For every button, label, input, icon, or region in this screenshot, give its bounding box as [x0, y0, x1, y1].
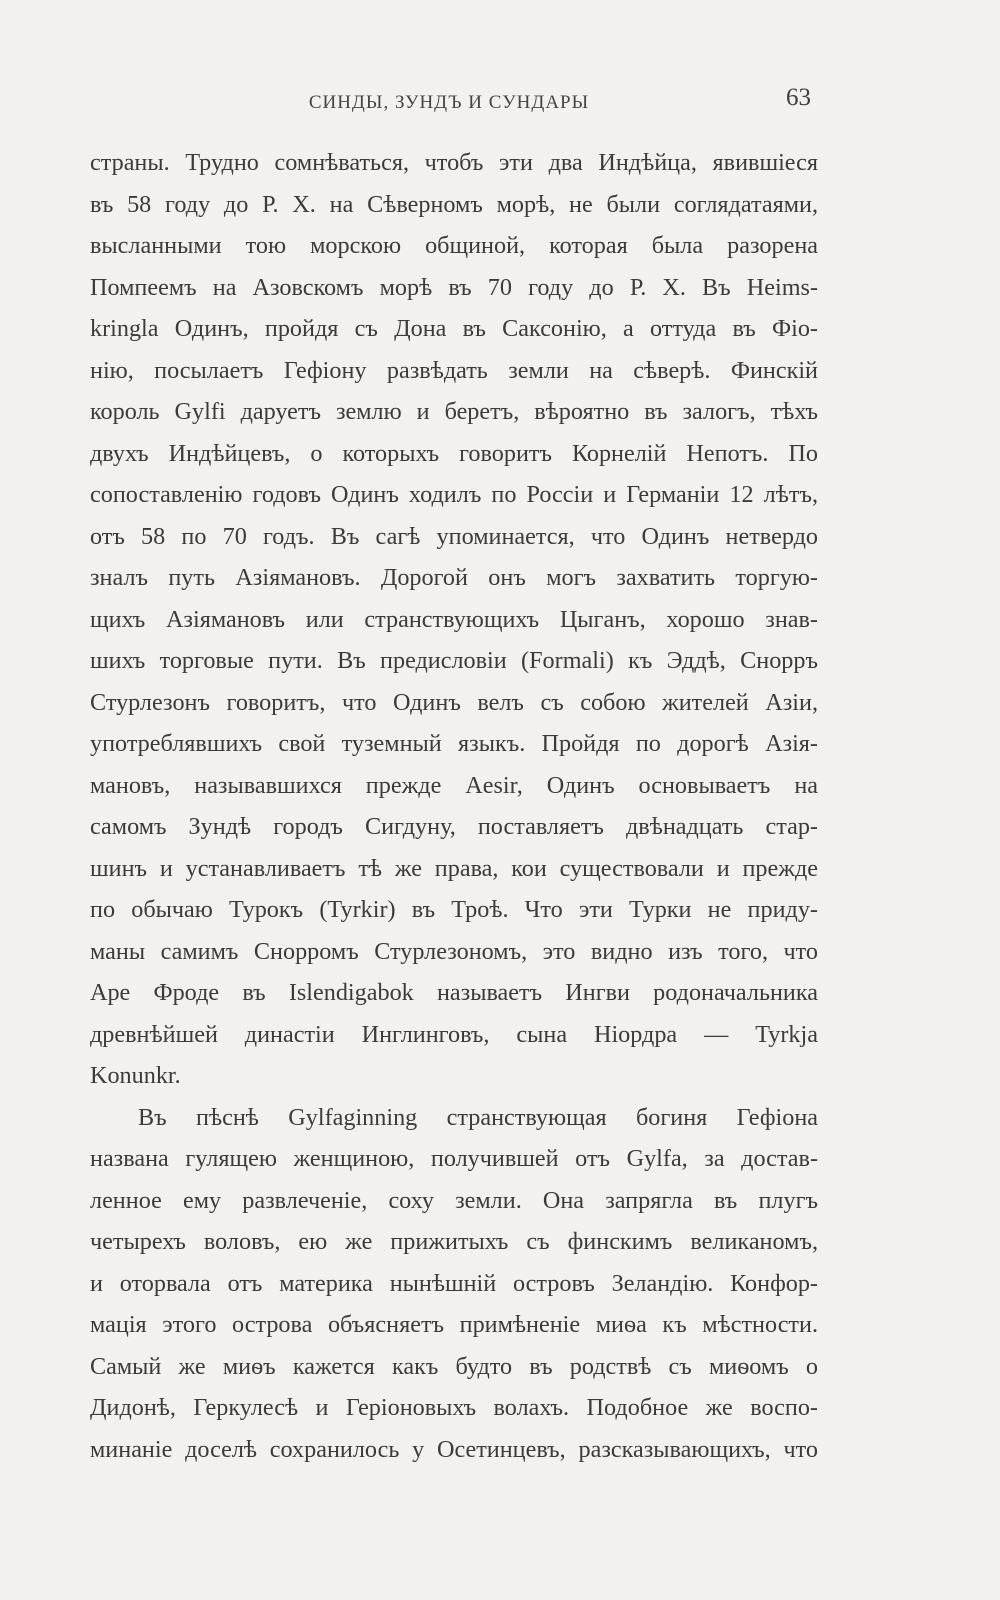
text-line: Стурлезонъ говоритъ, что Одинъ велъ съ собою жителей Азіи, [90, 688, 818, 716]
text-line: древнѣйшей династіи Инглинговъ, сына Ніордра — Tyrkja [90, 1020, 818, 1048]
text-line: нію, посылаетъ Гефіону развѣдать земли на сѣверѣ. Финскій [90, 356, 818, 384]
paragraph-1 [90, 142, 818, 1097]
text-line: Помпеемъ на Азовскомъ морѣ въ 70 году до Р. Х. Въ Heims- [90, 273, 818, 301]
text-line: минаніе доселѣ сохранилось у Осетинцевъ, разсказывающихъ, что [90, 1435, 818, 1463]
text-line: и оторвала отъ материка нынѣшній островъ Зеландію. Конфор- [90, 1269, 818, 1297]
text-line: Konunkr. [90, 1062, 181, 1089]
text-line: Самый же миѳъ кажется какъ будто въ родствѣ съ миѳомъ о [90, 1352, 818, 1380]
text-block [90, 142, 818, 1463]
text-line: сопоставленію годовъ Одинъ ходилъ по Россіи и Германіи 12 лѣтъ, [90, 481, 818, 508]
page-number: 63 [786, 84, 811, 111]
text-line: шинъ и устанавливаетъ тѣ же права, кои существовали и прежде [90, 854, 818, 882]
text-line: маны самимъ Снорромъ Стурлезономъ, это видно изъ того, что [90, 937, 818, 965]
text-line: Аре Фроде въ Islendigabok называетъ Ингви родоначальника [90, 979, 818, 1006]
text-line: мановъ, называвшихся прежде Aesir, Одинъ основываетъ на [90, 771, 818, 799]
text-line: самомъ Зундѣ городъ Сигдуну, поставляетъ двѣнадцать стар- [90, 813, 818, 840]
text-line: Дидонѣ, Геркулесѣ и Геріоновыхъ волахъ. Подобное же воспо- [90, 1394, 818, 1421]
running-title: СИНДЫ, ЗУНДЪ И СУНДАРЫ [308, 92, 590, 113]
text-line: шихъ торговые пути. Въ предисловіи (Formali) къ Эддѣ, Снорръ [90, 647, 818, 674]
text-line: отъ 58 по 70 годъ. Въ сагѣ упоминается, что Одинъ нетвердо [90, 522, 818, 550]
text-line: мація этого острова объясняетъ примѣненіе миѳа къ мѣстности. [90, 1311, 818, 1338]
text-line: двухъ Индѣйцевъ, о которыхъ говоритъ Корнелій Непотъ. По [90, 439, 818, 467]
text-line: высланными тою морскою общиной, которая была разорена [90, 232, 818, 259]
text-line: по обычаю Турокъ (Tyrkir) въ Троѣ. Что эти Турки не приду- [90, 896, 818, 923]
text-line: щихъ Азіямановъ или странствующихъ Цыганъ, хорошо знав- [90, 605, 818, 633]
text-line: страны. Трудно сомнѣваться, чтобъ эти два Индѣйца, явившіеся [90, 149, 818, 176]
text-line: король Gylfi даруетъ землю и беретъ, вѣроятно въ залогъ, тѣхъ [90, 398, 818, 425]
text-line: Въ пѣснѣ Gylfaginning странствующая богиня Гефіона [138, 1103, 818, 1131]
text-line: употреблявшихъ свой туземный языкъ. Пройдя по дорогѣ Азія- [90, 730, 818, 757]
text-line: зналъ путь Азіямановъ. Дорогой онъ могъ захватить торгую- [90, 564, 818, 591]
text-line: въ 58 году до Р. Х. на Сѣверномъ морѣ, не были соглядатаями, [90, 190, 818, 218]
text-line: четырехъ воловъ, ею же прижитыхъ съ финскимъ великаномъ, [90, 1228, 818, 1255]
text-line: ленное ему развлеченіе, соху земли. Она запрягла въ плугъ [90, 1186, 818, 1214]
text-line: названа гулящею женщиною, получившей отъ Gylfa, за достав- [90, 1145, 818, 1172]
paragraph-2 [90, 1097, 818, 1471]
text-line: kringla Одинъ, пройдя съ Дона въ Саксонію, а оттуда въ Фіо- [90, 315, 818, 342]
running-head [88, 86, 810, 116]
